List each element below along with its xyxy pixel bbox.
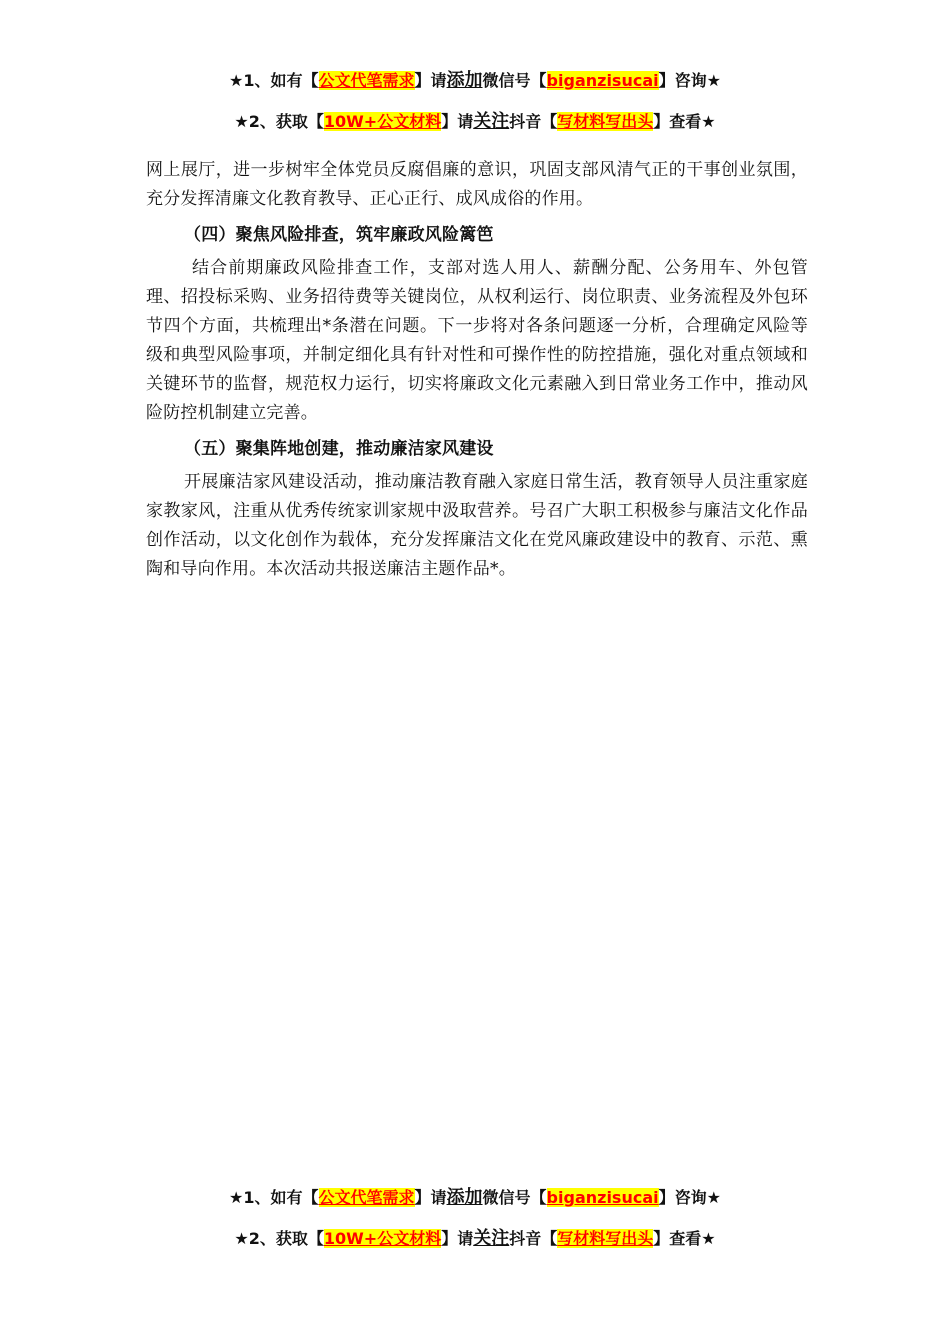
ad-text: 】请 xyxy=(414,71,447,90)
ad-prefix: ★2、获取【 xyxy=(234,112,324,131)
ad-suffix: 】查看★ xyxy=(653,112,716,131)
ad-emphasis: 关注 xyxy=(473,1228,510,1249)
ad-suffix: 】咨询★ xyxy=(658,71,721,90)
ad-emphasis: 添加 xyxy=(446,70,483,91)
section-paragraph-4: 结合前期廉政风险排查工作，支部对选人用人、薪酬分配、公务用车、外包管理、招投标采购、业务招待费等关键岗位，从权利运行、岗位职责、业务流程及外包环节四个方面，共梳理出*条潜在问题。下一步将对各条问题逐一分析，合理确定风险等级和典型风险事项，并制定细化具有针对性和可操作性的防控措施，强化对重点领域和关键环节的监督，规范权力运行，切实将廉政文化元素融入到日常业务工作中，推动风险防控机制建立完善。 xyxy=(146,258,808,423)
ad-highlight: 10W+公文材料 xyxy=(323,112,442,131)
footer-ad-line-1 xyxy=(0,1187,950,1209)
ad-text: 微信号【 xyxy=(482,71,547,90)
ad-suffix: 】查看★ xyxy=(653,1229,716,1248)
ad-emphasis: 关注 xyxy=(473,111,510,132)
ad-text: 】请 xyxy=(414,1188,447,1207)
ad-text: 】请 xyxy=(441,1229,474,1248)
section-paragraph-5: 开展廉洁家风建设活动，推动廉洁教育融入家庭日常生活，教育领导人员注重家庭家教家风，注重从优秀传统家训家规中汲取营养。号召广大职工积极参与廉洁文化作品创作活动，以文化创作为载体，充分发挥廉洁文化在党风廉政建设中的教育、示范、熏陶和导向作用。本次活动共报送廉洁主题作品*。 xyxy=(146,472,808,579)
ad-text: 微信号【 xyxy=(482,1188,547,1207)
section-heading-4: （四）聚焦风险排查，筑牢廉政风险篱笆 xyxy=(184,225,494,245)
ad-text: 抖音【 xyxy=(509,112,558,131)
ad-douyin-id: 写材料写出头 xyxy=(557,1229,654,1248)
section-heading-5: （五）聚集阵地创建，推动廉洁家风建设 xyxy=(184,439,494,459)
ad-highlight: 10W+公文材料 xyxy=(323,1229,442,1248)
document-body xyxy=(146,156,808,584)
paragraph-continued: 网上展厅，进一步树牢全体党员反腐倡廉的意识，巩固支部风清气正的干事创业氛围，充分发挥清廉文化教育教导、正心正行、成风成俗的作用。 xyxy=(146,160,808,209)
header-ad-line-1 xyxy=(0,70,950,92)
ad-text: 抖音【 xyxy=(509,1229,558,1248)
ad-douyin-id: 写材料写出头 xyxy=(557,112,654,131)
ad-prefix: ★1、如有【 xyxy=(229,1188,319,1207)
ad-highlight: 公文代笔需求 xyxy=(318,1188,415,1207)
ad-suffix: 】咨询★ xyxy=(658,1188,721,1207)
ad-wechat-id: biganzisucai xyxy=(546,71,659,90)
ad-text: 】请 xyxy=(441,112,474,131)
ad-prefix: ★1、如有【 xyxy=(229,71,319,90)
header-ad-line-2 xyxy=(0,111,950,133)
ad-emphasis: 添加 xyxy=(446,1187,483,1208)
ad-prefix: ★2、获取【 xyxy=(234,1229,324,1248)
ad-highlight: 公文代笔需求 xyxy=(318,71,415,90)
footer-ad-line-2 xyxy=(0,1228,950,1250)
ad-wechat-id: biganzisucai xyxy=(546,1188,659,1207)
